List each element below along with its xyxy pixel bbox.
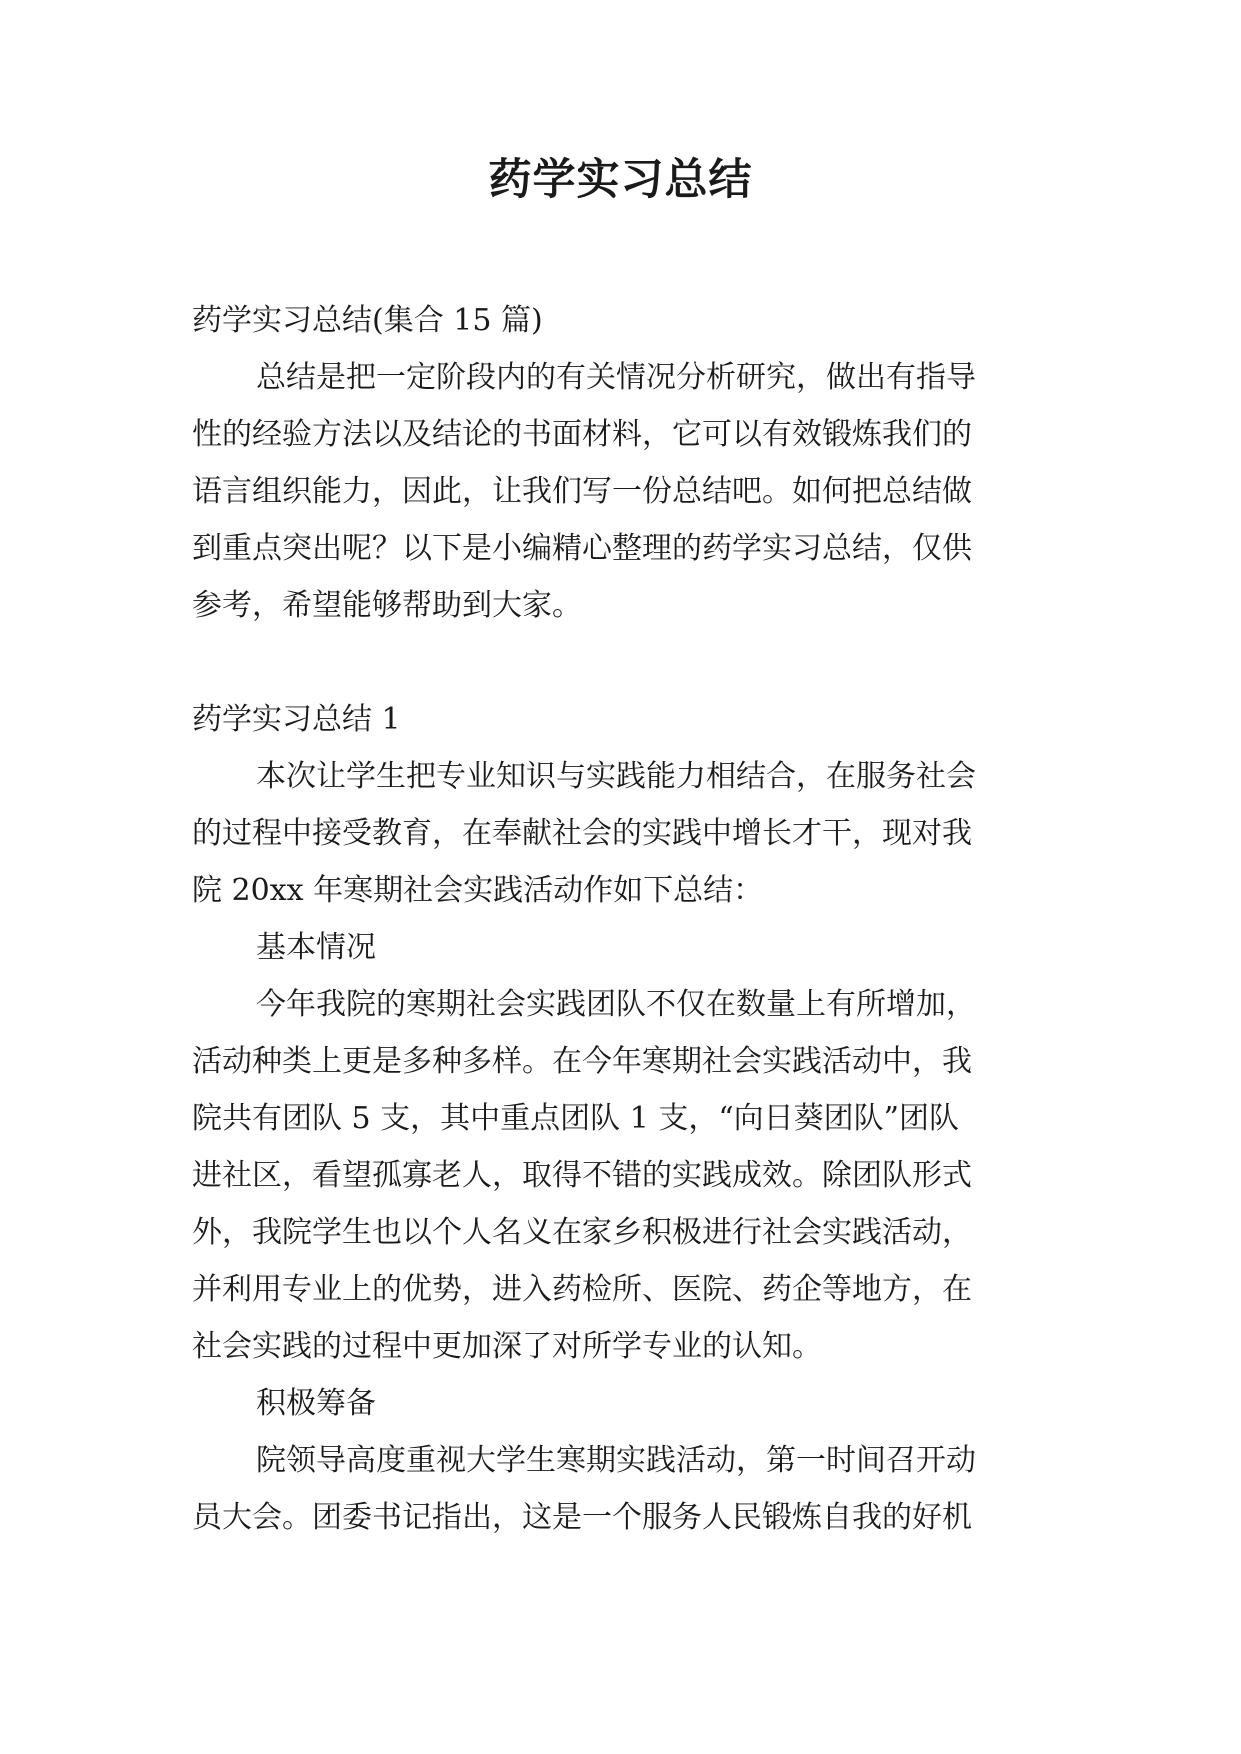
paragraph-line: 总结是把一定阶段内的有关情况分析研究，做出有指导 — [256, 360, 976, 395]
paragraph-line: 参考，希望能够帮助到大家。 — [192, 588, 582, 623]
paragraph-line: 的过程中接受教育，在奉献社会的实践中增长才干，现对我 — [192, 816, 972, 851]
paragraph-line: 到重点突出呢？以下是小编精心整理的药学实习总结，仅供 — [192, 531, 972, 566]
paragraph-line: 员大会。团委书记指出，这是一个服务人民锻炼自我的好机 — [192, 1500, 972, 1535]
paragraph-line: 外，我院学生也以个人名义在家乡积极进行社会实践活动， — [192, 1215, 972, 1250]
section-heading: 药学实习总结 1 — [192, 702, 401, 737]
section-spacer — [192, 634, 1054, 691]
paragraph-line: 活动种类上更是多种多样。在今年寒期社会实践活动中，我 — [192, 1044, 972, 1079]
paragraph-line: 语言组织能力，因此，让我们写一份总结吧。如何把总结做 — [192, 474, 972, 509]
paragraph-line: 院共有团队 5 支，其中重点团队 1 支，“向日葵团队”团队 — [192, 1101, 959, 1136]
paragraph-line: 本次让学生把专业知识与实践能力相结合，在服务社会 — [256, 759, 976, 794]
paragraph-line: 院领导高度重视大学生寒期实践活动，第一时间召开动 — [256, 1443, 976, 1478]
paragraph-line: 进社区，看望孤寡老人，取得不错的实践成效。除团队形式 — [192, 1158, 972, 1193]
paragraph-line: 院 20xx 年寒期社会实践活动作如下总结： — [192, 873, 764, 908]
document-body — [192, 292, 1054, 1546]
paragraph-line: 社会实践的过程中更加深了对所学专业的认知。 — [192, 1329, 822, 1364]
paragraph-line: 并利用专业上的优势，进入药检所、医院、药企等地方，在 — [192, 1272, 972, 1307]
paragraph-line: 今年我院的寒期社会实践团队不仅在数量上有所增加， — [256, 987, 976, 1022]
subtitle-line: 药学实习总结(集合 15 篇) — [192, 303, 543, 338]
subsection-heading: 积极筹备 — [256, 1386, 376, 1421]
paragraph-line: 性的经验方法以及结论的书面材料，它可以有效锻炼我们的 — [192, 417, 972, 452]
subsection-heading: 基本情况 — [256, 930, 376, 965]
document-title: 药学实习总结 — [488, 155, 753, 205]
